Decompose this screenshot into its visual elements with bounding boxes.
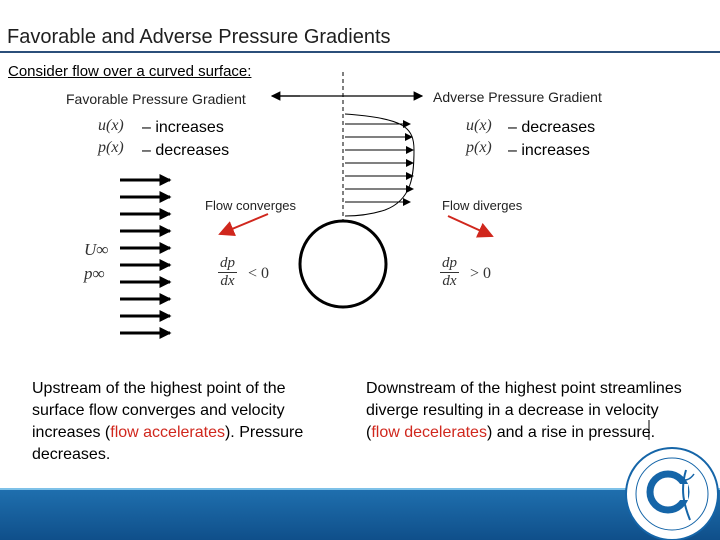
right-grad-den: dx: [442, 273, 457, 289]
downstream-text-1: Downstream of the highest point streamlines diverge resulting in a decrease in velocity (: [366, 380, 682, 441]
right-u-label: u(x): [466, 117, 492, 134]
downstream-highlight: flow decelerates: [371, 424, 487, 441]
left-p-label: p(x): [98, 139, 124, 156]
left-p-trend: – decreases: [142, 142, 230, 159]
upstream-text-1: Upstream of the highest point of the surface flow converges and velocity increases (: [32, 380, 286, 441]
right-grad-relation: > 0: [470, 265, 492, 282]
right-p-trend: – increases: [508, 142, 590, 159]
downstream-text-2: ) and a rise in pressure.: [486, 424, 656, 441]
left-grad-relation: < 0: [248, 265, 270, 282]
upstream-text-2: ). Pressure decreases.: [32, 424, 304, 463]
left-grad-den: dx: [220, 273, 235, 289]
slide-subtitle: Consider flow over a curved surface:: [8, 63, 252, 80]
u-infinity-label: U∞: [84, 240, 109, 259]
left-u-label: u(x): [98, 117, 124, 134]
left-u-trend: – increases: [142, 119, 224, 136]
left-grad-num: dp: [220, 255, 235, 271]
p-infinity-label: p∞: [84, 264, 105, 283]
adverse-heading: Adverse Pressure Gradient: [433, 89, 602, 105]
right-grad-num: dp: [442, 255, 457, 271]
favorable-heading: Favorable Pressure Gradient: [66, 91, 246, 107]
slide-title: Favorable and Adverse Pressure Gradients: [7, 26, 391, 48]
right-u-trend: – decreases: [508, 119, 596, 136]
upstream-highlight: flow accelerates: [110, 424, 225, 441]
flow-diverges-label: Flow diverges: [442, 198, 523, 213]
right-p-label: p(x): [466, 139, 492, 156]
flow-converges-label: Flow converges: [205, 198, 297, 213]
